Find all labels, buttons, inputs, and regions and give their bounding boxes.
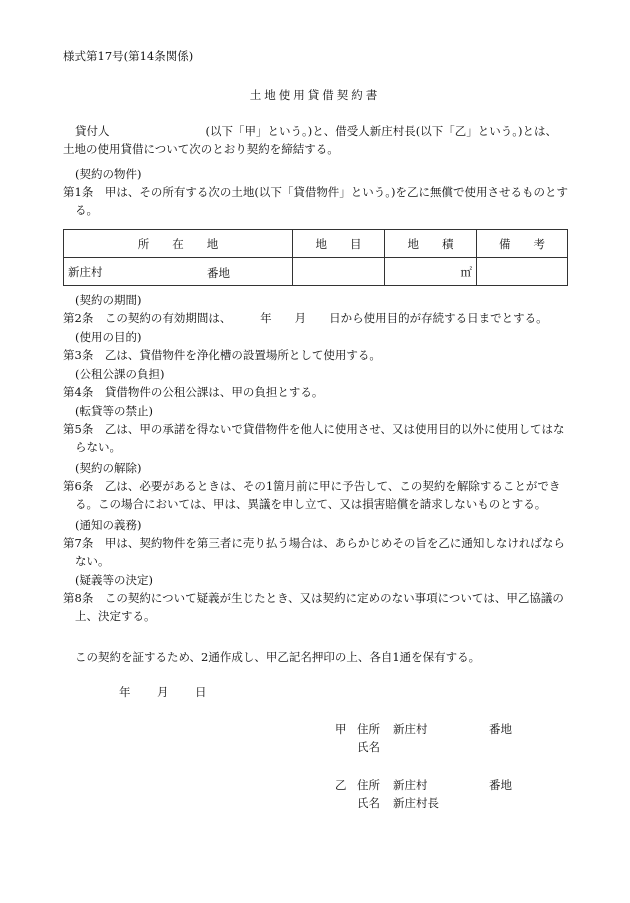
article-body [63, 534, 573, 570]
article-number: 第5条 [63, 422, 94, 436]
closing-statement: この契約を証するため、2通作成し、甲乙記名押印の上、各自1通を保有する。 [75, 650, 481, 664]
article-text: 甲は、その所有する次の土地(以下「貸借物件」という。)を乙に無償で使用させるものとする。 [75, 185, 569, 217]
article-5 [63, 402, 573, 456]
name-key: 氏名 [357, 740, 380, 754]
land-table [63, 229, 568, 286]
article-body [63, 420, 573, 456]
address-banchi: 番地 [489, 722, 512, 736]
article-text: 貸借物件の公租公課は、甲の負担とする。 [104, 385, 324, 399]
article-number: 第7条 [63, 536, 94, 550]
article-text: この契約について疑義が生じたとき、又は契約に定めのない事項については、甲乙協議の上、決定する。 [75, 591, 564, 623]
date-year: 年 [119, 685, 131, 699]
name-key: 氏名 [357, 796, 380, 810]
article-body [63, 477, 573, 513]
party-address-row [335, 720, 512, 738]
article-7 [63, 516, 573, 570]
article-heading: (疑義等の決定) [75, 573, 153, 587]
article-body [63, 309, 573, 327]
intro-paragraph [63, 122, 573, 158]
article-body [63, 346, 573, 364]
party-ko [335, 720, 512, 756]
article-heading: (転貸等の禁止) [75, 404, 153, 418]
lender-label: 貸付人 [75, 124, 110, 138]
party-label: 乙 [335, 778, 347, 792]
table-header-row [64, 230, 568, 258]
header-location: 所 在 地 [64, 230, 293, 258]
address-village: 新庄村 [393, 778, 428, 792]
party-label: 甲 [335, 722, 347, 736]
table-row [64, 258, 568, 286]
article-heading: (契約の期間) [75, 293, 142, 307]
cell-location [64, 258, 293, 286]
intro-line-1 [63, 122, 573, 140]
article-number: 第4条 [63, 385, 94, 399]
article-number: 第3条 [63, 348, 94, 362]
article-3 [63, 328, 573, 364]
article-text: 乙は、必要があるときは、その1箇月前に甲に予告して、この契約を解除することができる。この場合においては、甲は、異議を申し立て、又は損害賠償を請求しないものとする。 [75, 479, 561, 511]
article-body [63, 183, 573, 219]
article-heading: (契約の物件) [75, 167, 142, 181]
article-text: 甲は、契約物件を第三者に売り払う場合は、あらかじめその旨を乙に通知しなければならない。 [75, 536, 565, 568]
form-number: 様式第17号(第14条関係) [63, 49, 194, 63]
article-1 [63, 165, 573, 219]
header-land-type: 地 目 [293, 230, 385, 258]
location-village: 新庄村 [68, 264, 103, 279]
cell-area: ㎡ [385, 258, 477, 286]
article-text: 乙は、貸借物件を浄化槽の設置場所として使用する。 [104, 348, 381, 362]
article-number: 第8条 [63, 591, 94, 605]
location-banchi: 番地 [207, 266, 230, 280]
party-name-row [335, 738, 512, 756]
article-number: 第2条 [63, 311, 94, 325]
article-4 [63, 365, 573, 401]
cell-land-type [293, 258, 385, 286]
header-area: 地 積 [385, 230, 477, 258]
document-title: 土地使用貸借契約書 [249, 88, 381, 102]
cell-remarks [477, 258, 568, 286]
address-banchi: 番地 [489, 778, 512, 792]
article-number: 第1条 [63, 185, 94, 199]
article-body [63, 589, 573, 625]
party-name-row [335, 794, 512, 812]
article-text: 乙は、甲の承諾を得ないで貸借物件を他人に使用させ、又は使用目的以外に使用してはならない。 [75, 422, 565, 454]
address-key: 住所 [357, 722, 380, 736]
date-month: 月 [157, 685, 169, 699]
intro-line-1-rest: (以下「甲」という。)と、借受人新庄村長(以下「乙」という。)とは、 [205, 124, 557, 138]
article-heading: (使用の目的) [75, 330, 142, 344]
name-value: 新庄村長 [393, 796, 439, 810]
article-body [63, 383, 573, 401]
intro-line-2: 土地の使用貸借について次のとおり契約を締結する。 [63, 142, 339, 156]
article-2 [63, 291, 573, 327]
article-heading: (契約の解除) [75, 461, 142, 475]
address-key: 住所 [357, 778, 380, 792]
article-heading: (公租公課の負担) [75, 367, 165, 381]
name-value [393, 738, 489, 756]
party-address-row [335, 776, 512, 794]
party-otsu [335, 776, 512, 812]
contract-date [119, 683, 207, 701]
date-day: 日 [195, 685, 207, 699]
header-remarks: 備 考 [477, 230, 568, 258]
address-village: 新庄村 [393, 722, 428, 736]
article-8 [63, 571, 573, 625]
article-number: 第6条 [63, 479, 94, 493]
article-6 [63, 459, 573, 513]
article-text: この契約の有効期間は、 年 月 日から使用目的が存続する日までとする。 [104, 311, 548, 325]
article-heading: (通知の義務) [75, 518, 142, 532]
